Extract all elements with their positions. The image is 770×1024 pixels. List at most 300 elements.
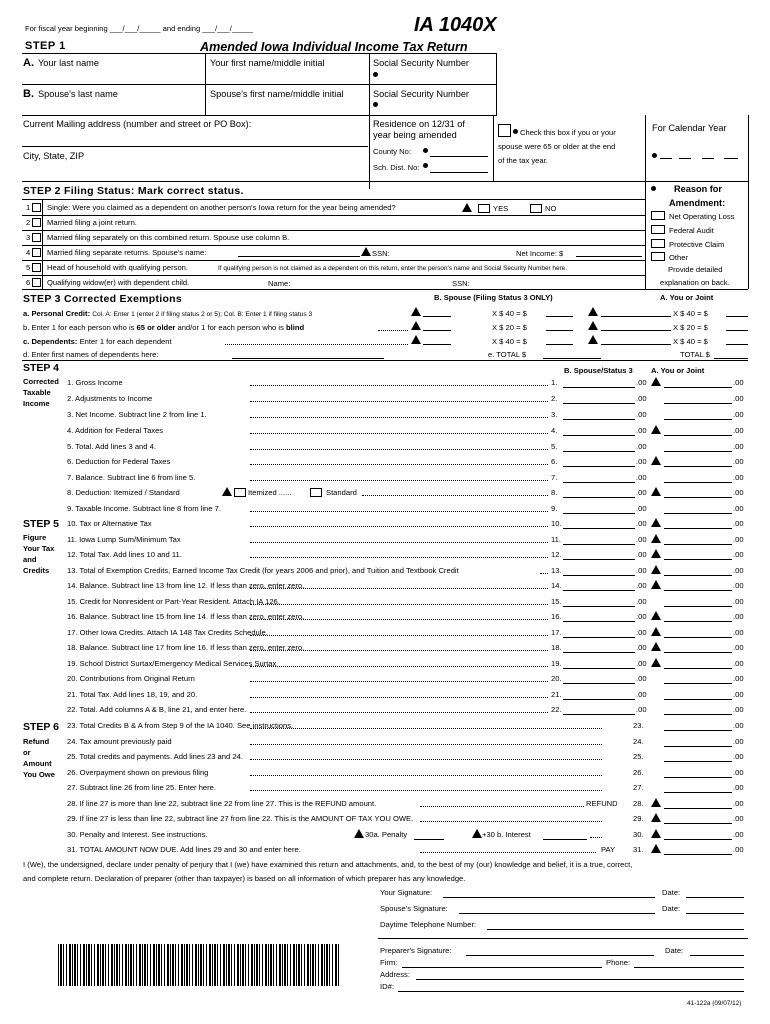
line-28-label: 28. If line 27 is more than line 22, subtract line 22 from line 27. This is the REFUND amount. xyxy=(67,799,377,808)
line-7-joint-cents: .00 xyxy=(733,473,744,482)
line-15-number: 15. xyxy=(551,597,562,606)
hoh-note: If qualifying person is not claimed as a dependent on this return, enter the person's name and Social Security Number here. xyxy=(218,265,567,272)
line-22-spouse-cents: .00 xyxy=(636,705,647,714)
line-11-joint-amount[interactable] xyxy=(664,544,732,545)
line-10-spouse-cents: .00 xyxy=(636,519,647,528)
row-a-letter: A. xyxy=(23,57,34,69)
line-9-number: 9. xyxy=(551,504,558,513)
line-4-label: 4. Addition for Federal Taxes xyxy=(67,426,164,435)
line-11-joint-cents: .00 xyxy=(733,535,744,544)
line-8-spouse-cents: .00 xyxy=(636,488,647,497)
line-17-spouse-cents: .00 xyxy=(636,628,647,637)
line-30-number: 30. xyxy=(633,830,644,839)
preparer-address-field[interactable] xyxy=(416,979,744,980)
line-20-joint-cents: .00 xyxy=(733,674,744,683)
ssn-bullet-icon xyxy=(373,102,378,107)
line-15-spouse-amount[interactable] xyxy=(563,606,635,607)
line-29-joint-amount[interactable] xyxy=(664,823,732,824)
line-30-label: 30. Penalty and Interest. See instructions. xyxy=(67,830,208,839)
line-8-joint-arrow-icon xyxy=(651,487,661,496)
filing-status-checkbox[interactable] xyxy=(32,203,41,212)
a-x40b-label: X $ 40 = $ xyxy=(673,337,708,346)
line-6-joint-arrow-icon xyxy=(651,456,661,465)
line-5-joint-cents: .00 xyxy=(733,442,744,451)
line-2-joint-amount[interactable] xyxy=(664,403,732,404)
filing-status-number: 6 xyxy=(26,278,31,287)
line-12-joint-cents: .00 xyxy=(733,550,744,559)
preparer-id-label: ID#: xyxy=(380,982,394,991)
line-2-joint-cents: .00 xyxy=(733,394,744,403)
filing-status-number: 1 xyxy=(26,203,31,212)
line-26-label: 26. Overpayment shown on previous filing xyxy=(67,768,209,777)
step4-label: STEP 4 xyxy=(23,362,59,374)
line-14-joint-amount[interactable] xyxy=(664,590,732,591)
line-16-spouse-cents: .00 xyxy=(636,612,647,621)
penalty-label: 30a. Penalty xyxy=(365,830,408,839)
filing-status-label: Head of household with qualifying person. xyxy=(47,263,188,272)
dependent-yes-checkbox[interactable] xyxy=(478,204,490,213)
step4-side-1: Corrected xyxy=(23,377,59,386)
itemized-label: Itemized ...... xyxy=(248,488,292,497)
line-22-joint-cents: .00 xyxy=(733,705,744,714)
exemption-d-label: d. Enter first names of dependents here: xyxy=(23,350,159,359)
line-12-spouse-amount[interactable] xyxy=(563,559,635,560)
line-14-spouse-amount[interactable] xyxy=(563,590,635,591)
reason-protective-label: Protective Claim xyxy=(669,240,725,249)
line-23-joint-amount[interactable] xyxy=(664,730,732,731)
filing-status-label: Qualifying widow(er) with dependent child. xyxy=(47,278,190,287)
reason-nol-checkbox[interactable] xyxy=(651,211,665,220)
line-20-label: 20. Contributions from Original Return xyxy=(67,674,195,683)
line-11-joint-arrow-icon xyxy=(651,534,661,543)
line-10-number: 10. xyxy=(551,519,562,528)
line-13-joint-cents: .00 xyxy=(733,566,744,575)
yes-no-arrow-icon xyxy=(462,203,472,212)
line-5-number: 5. xyxy=(551,442,558,451)
line-7-spouse-cents: .00 xyxy=(636,473,647,482)
your-first-name-label: Your first name/middle initial xyxy=(210,58,325,68)
line-10-joint-amount[interactable] xyxy=(664,528,732,529)
exemption-c-label: c. Dependents: Enter 1 for each dependent xyxy=(23,337,172,346)
age65-checkbox[interactable] xyxy=(498,124,511,137)
dependent-no-label: NO xyxy=(545,204,557,213)
form-id: IA 1040X xyxy=(414,14,497,36)
form-title: Amended Iowa Individual Income Tax Return xyxy=(200,40,468,54)
line-18-spouse-amount[interactable] xyxy=(563,652,635,653)
line-31-joint-amount[interactable] xyxy=(664,854,732,855)
school-bullet-icon xyxy=(423,163,428,168)
residence-label: Residence on 12/31 of xyxy=(373,119,465,129)
exemption-a-a-arrow-icon xyxy=(588,307,598,316)
step4-side-3: Income xyxy=(23,399,50,408)
line-18-label: 18. Balance. Subtract line 17 from line 16. If less than zero, enter zero. xyxy=(67,643,305,652)
step6-label: STEP 6 xyxy=(23,721,59,733)
line-20-spouse-amount[interactable] xyxy=(563,683,635,684)
penalty-arrow-icon xyxy=(354,829,364,838)
declaration-line-2: and complete return. Declaration of preparer (other than taxpayer) is based on all information of which preparer has any knowledge. xyxy=(23,874,466,883)
step4-col-a-header: A. You or Joint xyxy=(651,366,705,375)
preparer-date-field[interactable] xyxy=(690,955,744,956)
line-21-spouse-amount[interactable] xyxy=(563,699,635,700)
line-14-joint-cents: .00 xyxy=(733,581,744,590)
line-16-label: 16. Balance. Subtract line 15 from line 14. If less than zero, enter zero. xyxy=(67,612,305,621)
line-3-spouse-cents: .00 xyxy=(636,410,647,419)
line-6-number: 6. xyxy=(551,457,558,466)
age65-text-1: Check this box if you or your xyxy=(520,128,616,137)
reason-other-checkbox[interactable] xyxy=(651,252,665,261)
itemized-checkbox[interactable] xyxy=(234,488,246,497)
line-20-joint-amount[interactable] xyxy=(664,683,732,684)
line-31-label: 31. TOTAL AMOUNT NOW DUE. Add lines 29 and 30 and enter here. xyxy=(67,845,301,854)
fiscal-year-line: For fiscal year beginning ___/___/_____ and ending ___/___/_____ xyxy=(25,24,253,33)
line-30-arrow-icon xyxy=(651,829,661,838)
preparer-id-field[interactable] xyxy=(398,991,744,992)
spouse-ssn-label-2: SSN: xyxy=(372,249,390,258)
filing-status-number: 5 xyxy=(26,263,31,272)
ssn-bullet-icon xyxy=(373,72,378,77)
line-13-spouse-cents: .00 xyxy=(636,566,647,575)
line-12-number: 12. xyxy=(551,550,562,559)
line-11-spouse-cents: .00 xyxy=(636,535,647,544)
line-15-label: 15. Credit for Nonresident or Part-Year Resident. Attach IA 126. xyxy=(67,597,280,606)
line-31-joint-cents: .00 xyxy=(733,845,744,854)
reason-title-1: Reason for xyxy=(674,184,722,194)
line-19-joint-arrow-icon xyxy=(651,658,661,667)
reason-nol-label: Net Operating Loss xyxy=(669,212,735,221)
line-9-spouse-amount[interactable] xyxy=(563,513,635,514)
net-income-label: Net Income: $ xyxy=(516,249,564,258)
mailing-address-label: Current Mailing address (number and street or PO Box): xyxy=(23,119,252,129)
your-signature-label: Your Signature: xyxy=(380,888,433,897)
line-3-joint-cents: .00 xyxy=(733,410,744,419)
step5-label: STEP 5 xyxy=(23,518,59,530)
declaration-line-1: I (We), the undersigned, declare under penalty of perjury that I (we) have examined this return and attachments, and, to the best of my (our) knowledge and belief, it is a true, correct, xyxy=(23,860,633,869)
exemption-b-label: b. Enter 1 for each person who is 65 or older and/or 1 for each person who is blind xyxy=(23,323,305,332)
interest-arrow-icon xyxy=(472,829,482,838)
line-8-joint-cents: .00 xyxy=(733,488,744,497)
line-20-spouse-cents: .00 xyxy=(636,674,647,683)
line-9-spouse-cents: .00 xyxy=(636,504,647,513)
filing-status-checkbox[interactable] xyxy=(32,218,41,227)
step5-side-3: and xyxy=(23,555,37,564)
step1-label: STEP 1 xyxy=(25,40,66,52)
calendar-year-label: For Calendar Year xyxy=(652,123,727,133)
step5-side-2: Your Tax xyxy=(23,544,55,553)
residence-label-2: year being amended xyxy=(373,130,457,140)
line-7-joint-amount[interactable] xyxy=(664,482,732,483)
line-15-joint-cents: .00 xyxy=(733,597,744,606)
line-28-number: 28. xyxy=(633,799,644,808)
dependent-no-checkbox[interactable] xyxy=(530,204,542,213)
preparer-phone-field[interactable] xyxy=(634,967,744,968)
line-28-joint-amount[interactable] xyxy=(664,808,732,809)
line-13-joint-amount[interactable] xyxy=(664,575,732,576)
standard-label: Standard xyxy=(326,488,357,497)
spouse-signature-label: Spouse's Signature: xyxy=(380,904,448,913)
your-date-field[interactable] xyxy=(686,897,744,898)
reason-audit-label: Federal Audit xyxy=(669,226,714,235)
line-19-number: 19. xyxy=(551,659,562,668)
exemption-a-b-arrow-icon xyxy=(411,307,421,316)
line-21-number: 21. xyxy=(551,690,562,699)
exemption-b-a-arrow-icon xyxy=(588,321,598,330)
reason-explain-2: explanation on back. xyxy=(660,278,730,287)
line-3-spouse-amount[interactable] xyxy=(563,419,635,420)
reason-other-label: Other xyxy=(669,253,688,262)
standard-checkbox[interactable] xyxy=(310,488,322,497)
line-8-spouse-amount[interactable] xyxy=(563,497,635,498)
line-13-spouse-amount[interactable] xyxy=(563,575,635,576)
step2-title: STEP 2 Filing Status: Mark correct status. xyxy=(23,185,244,197)
line-18-spouse-cents: .00 xyxy=(636,643,647,652)
line-15-joint-amount[interactable] xyxy=(664,606,732,607)
line-8-label: 8. Deduction: Itemized / Standard xyxy=(67,488,180,497)
line-23-joint-cents: .00 xyxy=(733,721,744,730)
line-19-label: 19. School District Surtax/Emergency Medical Services Surtax xyxy=(67,659,277,668)
line-30-joint-amount[interactable] xyxy=(664,839,732,840)
line-14-joint-arrow-icon xyxy=(651,580,661,589)
age65-bullet-icon xyxy=(513,129,518,134)
line-28-arrow-icon xyxy=(651,798,661,807)
a-x40-label: X $ 40 = $ xyxy=(673,309,708,318)
firm-field[interactable] xyxy=(402,967,602,968)
exemption-b-b-arrow-icon xyxy=(411,321,421,330)
line-15-spouse-cents: .00 xyxy=(636,597,647,606)
line-31-arrow-icon xyxy=(651,844,661,853)
line-26-number: 26. xyxy=(633,768,644,777)
firm-label: Firm: xyxy=(380,958,398,967)
line-9-joint-cents: .00 xyxy=(733,504,744,513)
line-30-joint-cents: .00 xyxy=(733,830,744,839)
line-7-label: 7. Balance. Subtract line 6 from line 5. xyxy=(67,473,196,482)
line-23-number: 23. xyxy=(633,721,644,730)
filing-status-checkbox[interactable] xyxy=(32,278,41,287)
spouse-first-name-label: Spouse's first name/middle initial xyxy=(210,89,344,99)
line-3-number: 3. xyxy=(551,410,558,419)
line-1-joint-amount[interactable] xyxy=(664,387,732,388)
line-10-spouse-amount[interactable] xyxy=(563,528,635,529)
line-11-label: 11. Iowa Lump Sum/Minimum Tax xyxy=(67,535,181,544)
penalty-field[interactable] xyxy=(414,839,444,840)
filing-status-label: Married filing a joint return. xyxy=(47,218,137,227)
daytime-phone-field[interactable] xyxy=(487,929,744,930)
line-27-joint-amount[interactable] xyxy=(664,792,732,793)
line-11-number: 11. xyxy=(551,535,561,544)
exemption-c-b-arrow-icon xyxy=(411,335,421,344)
preparer-date-label: Date: xyxy=(665,946,684,955)
line-8-number: 8. xyxy=(551,488,558,497)
age65-text-3: of the tax year. xyxy=(498,156,548,165)
line-21-label: 21. Total Tax. Add lines 18, 19, and 20. xyxy=(67,690,198,699)
line-5-label: 5. Total. Add lines 3 and 4. xyxy=(67,442,156,451)
refund-label: REFUND xyxy=(586,799,618,808)
line-31-number: 31. xyxy=(633,845,644,854)
line-21-spouse-cents: .00 xyxy=(636,690,647,699)
line-24-number: 24. xyxy=(633,737,644,746)
line-23-label: 23. Total Credits B & A from Step 9 of the IA 1040. See instructions. xyxy=(67,721,294,730)
line-13-label: 13. Total of Exemption Credits, Earned Income Tax Credit (for years 2006 and prior), and Tuition and Textbook Credit xyxy=(67,566,459,575)
line-21-joint-cents: .00 xyxy=(733,690,744,699)
line-18-number: 18. xyxy=(551,643,562,652)
line-27-joint-cents: .00 xyxy=(733,783,744,792)
line-17-joint-cents: .00 xyxy=(733,628,744,637)
county-bullet-icon xyxy=(423,148,428,153)
step5-side-4: Credits xyxy=(23,566,50,575)
line-6-spouse-cents: .00 xyxy=(636,457,647,466)
a-total-label: TOTAL $ xyxy=(680,350,710,359)
step3-title: STEP 3 Corrected Exemptions xyxy=(23,293,183,305)
line-24-joint-amount[interactable] xyxy=(664,746,732,747)
line-13-joint-arrow-icon xyxy=(651,565,661,574)
filing-status-checkbox[interactable] xyxy=(32,233,41,242)
line-14-number: 14. xyxy=(551,581,562,590)
filing-status-checkbox[interactable] xyxy=(32,263,41,272)
line-17-joint-arrow-icon xyxy=(651,627,661,636)
line-16-joint-cents: .00 xyxy=(733,612,744,621)
line-2-spouse-cents: .00 xyxy=(636,394,647,403)
line-19-spouse-cents: .00 xyxy=(636,659,647,668)
line-27-number: 27. xyxy=(633,783,644,792)
line-22-joint-amount[interactable] xyxy=(664,714,732,715)
preparer-signature-label: Preparer's Signature: xyxy=(380,946,452,955)
line-4-spouse-amount[interactable] xyxy=(563,435,635,436)
qualifying-name-label: Name: xyxy=(268,279,291,288)
line-27-label: 27. Subtract line 26 from line 25. Enter here. xyxy=(67,783,217,792)
age65-text-2: spouse were 65 or older at the end xyxy=(498,142,616,151)
line-18-joint-arrow-icon xyxy=(651,642,661,651)
barcode xyxy=(58,944,340,986)
preparer-signature-field[interactable] xyxy=(466,955,654,956)
spouse-date-field[interactable] xyxy=(686,913,744,914)
line-3-label: 3. Net Income. Subtract line 2 from line 1. xyxy=(67,410,207,419)
step5-side-1: Figure xyxy=(23,533,47,542)
line-26-joint-cents: .00 xyxy=(733,768,744,777)
a-x20-label: X $ 20 = $ xyxy=(673,323,708,332)
exemption-c-a-arrow-icon xyxy=(588,335,598,344)
filing-status-checkbox[interactable] xyxy=(32,248,41,257)
line-4-spouse-cents: .00 xyxy=(636,426,647,435)
spouse-signature-field[interactable] xyxy=(459,913,655,914)
spouse-ssn-label: Social Security Number xyxy=(373,89,469,99)
line-4-joint-amount[interactable] xyxy=(664,435,732,436)
line-29-joint-cents: .00 xyxy=(733,814,744,823)
line-22-spouse-amount[interactable] xyxy=(563,714,635,715)
step4-side-2: Taxable xyxy=(23,388,51,397)
step3-col-b-header: B. Spouse (Filing Status 3 ONLY) xyxy=(434,293,553,302)
your-date-label: Date: xyxy=(662,888,681,897)
line-12-spouse-cents: .00 xyxy=(636,550,647,559)
line-25-joint-cents: .00 xyxy=(733,752,744,761)
line-1-spouse-cents: .00 xyxy=(636,378,647,387)
filing-status-number: 4 xyxy=(26,248,31,257)
line-17-joint-amount[interactable] xyxy=(664,637,732,638)
line-1-spouse-amount[interactable] xyxy=(563,387,635,388)
line-19-joint-amount[interactable] xyxy=(664,668,732,669)
line-13-number: 13. xyxy=(551,566,562,575)
b-total-label: e. TOTAL $ xyxy=(488,350,527,359)
b-x40b-label: X $ 40 = $ xyxy=(492,337,527,346)
line-25-joint-amount[interactable] xyxy=(664,761,732,762)
line-10-joint-cents: .00 xyxy=(733,519,744,528)
county-label: County No: xyxy=(373,147,411,156)
line-7-number: 7. xyxy=(551,473,558,482)
line-21-joint-amount[interactable] xyxy=(664,699,732,700)
line-9-label: 9. Taxable Income. Subtract line 8 from line 7. xyxy=(67,504,221,513)
line-14-spouse-cents: .00 xyxy=(636,581,647,590)
line-7-spouse-amount[interactable] xyxy=(563,482,635,483)
interest-field[interactable] xyxy=(543,839,587,840)
line-3-joint-amount[interactable] xyxy=(664,419,732,420)
reason-audit-checkbox[interactable] xyxy=(651,225,665,234)
line-6-joint-cents: .00 xyxy=(733,457,744,466)
line-12-joint-arrow-icon xyxy=(651,549,661,558)
filing-status-label: Married filing separate returns. Spouse's name: xyxy=(47,248,207,257)
line-29-arrow-icon xyxy=(651,813,661,822)
line-26-joint-amount[interactable] xyxy=(664,777,732,778)
step6-side-4: You Owe xyxy=(23,770,55,779)
reason-title-2: Amendment: xyxy=(669,198,726,208)
line-17-label: 17. Other Iowa Credits. Attach IA 148 Tax Credits Schedule. xyxy=(67,628,268,637)
line-5-spouse-cents: .00 xyxy=(636,442,647,451)
exemption-a-label: a. Personal Credit: Col. A: Enter 1 (enter 2 if filing status 2 or 5); Col. B: Enter 1 if filing status 3 xyxy=(23,309,313,318)
line-1-label: 1. Gross Income xyxy=(67,378,123,387)
line-1-number: 1. xyxy=(551,378,558,387)
line-1-joint-cents: .00 xyxy=(733,378,744,387)
preparer-address-label: Address: xyxy=(380,970,410,979)
pay-label: PAY xyxy=(601,845,616,854)
line-2-label: 2. Adjustments to Income xyxy=(67,394,153,403)
line-10-joint-arrow-icon xyxy=(651,518,661,527)
line-29-label: 29. If line 27 is less than line 22, subtract line 27 from line 22. This is the AMOUNT OF TAX YOU OWE. xyxy=(67,814,414,823)
step3-col-a-header: A. You or Joint xyxy=(660,293,714,302)
filing-status-number: 2 xyxy=(26,218,31,227)
step4-col-b-header: B. Spouse/Status 3 xyxy=(564,366,633,375)
line-4-number: 4. xyxy=(551,426,558,435)
dependent-yes-label: YES xyxy=(493,204,509,213)
line-16-number: 16. xyxy=(551,612,562,621)
line-6-label: 6. Deduction for Federal Taxes xyxy=(67,457,171,466)
reason-protective-checkbox[interactable] xyxy=(651,239,665,248)
qualifying-ssn-label: SSN: xyxy=(452,279,470,288)
daytime-phone-label: Daytime Telephone Number: xyxy=(380,920,477,929)
line-16-joint-arrow-icon xyxy=(651,611,661,620)
line-17-spouse-amount[interactable] xyxy=(563,637,635,638)
line-6-joint-amount[interactable] xyxy=(664,466,732,467)
row-b-letter: B. xyxy=(23,88,34,100)
city-state-zip-label: City, State, ZIP xyxy=(23,151,85,161)
line-16-joint-amount[interactable] xyxy=(664,621,732,622)
line-12-joint-amount[interactable] xyxy=(664,559,732,560)
line-16-spouse-amount[interactable] xyxy=(563,621,635,622)
line-4-joint-cents: .00 xyxy=(733,426,744,435)
your-signature-field[interactable] xyxy=(443,897,655,898)
line-8-joint-amount[interactable] xyxy=(664,497,732,498)
b-x20-label: X $ 20 = $ xyxy=(492,323,527,332)
line-2-number: 2. xyxy=(551,394,558,403)
line-19-joint-cents: .00 xyxy=(733,659,744,668)
line-2-spouse-amount[interactable] xyxy=(563,403,635,404)
spouse-date-label: Date: xyxy=(662,904,681,913)
step6-side-2: or xyxy=(23,748,31,757)
line-9-joint-amount[interactable] xyxy=(664,513,732,514)
line-18-joint-amount[interactable] xyxy=(664,652,732,653)
line-6-spouse-amount[interactable] xyxy=(563,466,635,467)
line-19-spouse-amount[interactable] xyxy=(563,668,635,669)
line-5-spouse-amount[interactable] xyxy=(563,451,635,452)
line-5-joint-amount[interactable] xyxy=(664,451,732,452)
line-11-spouse-amount[interactable] xyxy=(563,544,635,545)
line-24-label: 24. Tax amount previously paid xyxy=(67,737,172,746)
